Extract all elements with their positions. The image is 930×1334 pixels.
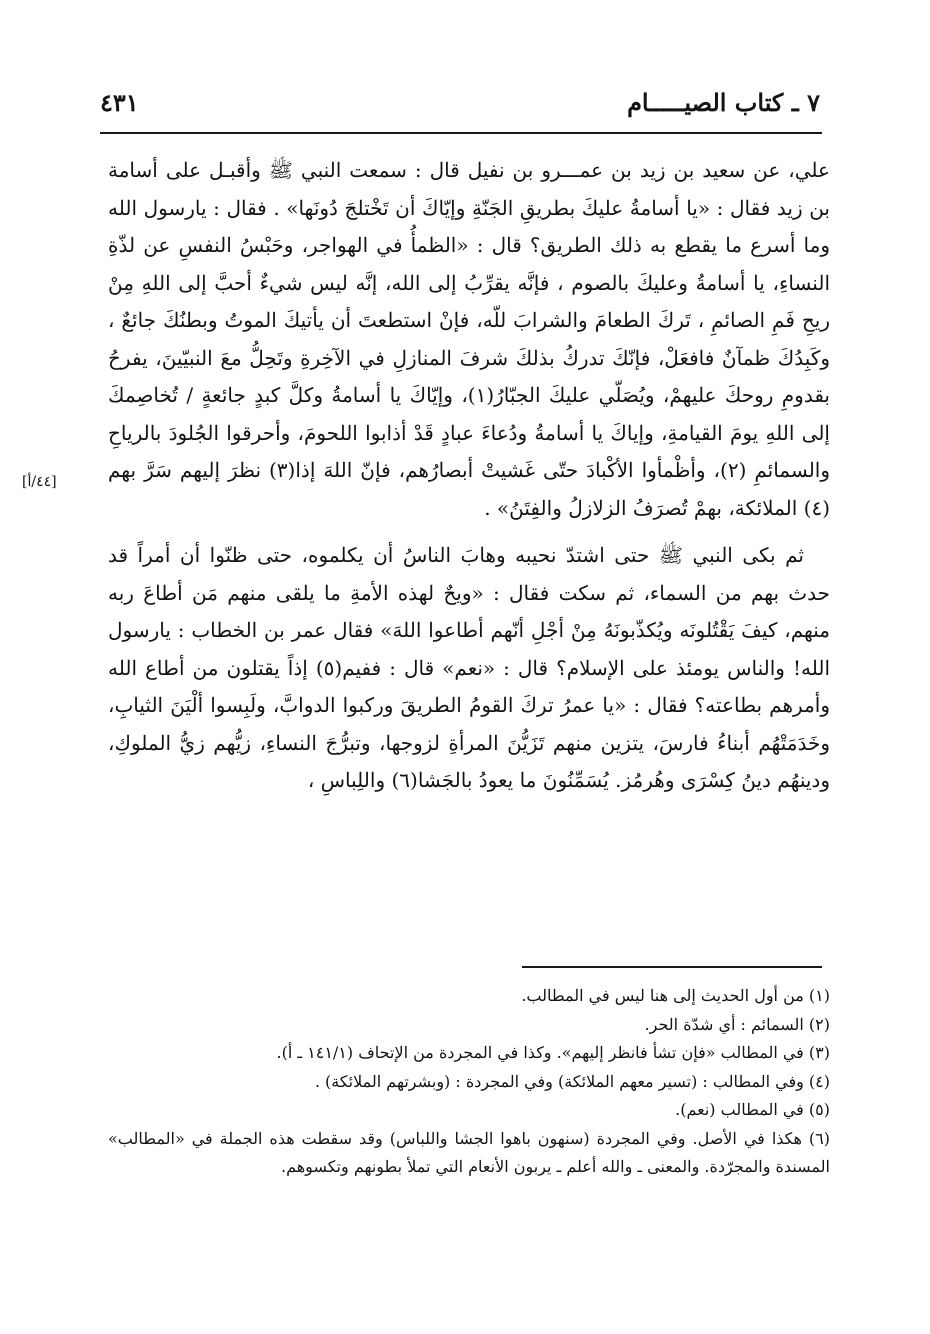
chapter-title: ٧ ـ كتاب الصيـــــام — [627, 88, 820, 117]
footnote-rule — [522, 966, 822, 968]
main-text — [108, 152, 830, 800]
footnote: (٣) في المطالب «فإن تشأ فانظر إليهم». وكذا في المجردة من الإتحاف (١٤١/١ ـ أ). — [276, 1043, 830, 1062]
footnotes — [108, 982, 830, 1182]
manuscript-folio-marker: [٤٤/أ] — [22, 474, 57, 490]
footnote: (٢) السمائم : أي شدّة الحر. — [644, 1014, 830, 1034]
header-rule — [100, 132, 822, 134]
running-header — [100, 88, 820, 124]
page-number: ٤٣١ — [100, 88, 139, 117]
body-paragraph: ثم بكى النبي ﷺ حتى اشتدّ نحيبه وهابَ الناسُ أن يكلموه، حتى ظنّوا أن أمراً قد حدث بهم من السماء، ثم سكت فقال : «ويحٌ لهذه الأمةِ ما يلقى منهم مَن أطاعَ ربه منهم، كيفَ يَقْتُلونَه ويُكذّبونَهُ مِنْ أجْلِ أنّهم أطاعوا اللهَ» فقال عمر بن الخطاب : يارسول الله! والناس يومئذ على الإسلام؟ قال : «نعم» قال : ففيم(٥) إذاً يقتلون من أطاع الله وأمرهم بطاعته؟ فقال : «يا عمرُ تركَ القومُ الطريقَ وركبوا الدوابَّ، ولَبِسوا ألْيَنَ الثيابِ، وخَدَمَتْهُم أبناءُ فارسَ، يتزين منهم تَزَيُّنَ المرأةِ لزوجها، وتبرُّجَ النساءِ، زيُّهم زيُّ الملوكِ، ودينهُم دينُ كِسْرَى وهُرمُز. يُسَمِّنُونَ ما يعودُ بالجَشا(٦) واللِباسِ ، — [108, 543, 830, 792]
footnote: (١) من أول الحديث إلى هنا ليس في المطالب. — [521, 986, 830, 1005]
footnote: (٥) في المطالب (نعم). — [675, 1100, 830, 1119]
footnote: (٦) هكذا في الأصل. وفي المجردة (سنهون باهوا الجشا واللباس) وقد سقطت هذه الجملة في «المطالب» المسندة والمجرّدة. والمعنى ـ والله أعلم ـ يربون الأنعام التي تملأ بطونهم وتكسوهم. — [108, 1128, 830, 1176]
body-paragraph: علي، عن سعيد بن زيد بن عمـــرو بن نفيل قال : سمعت النبي ﷺ وأقبـل على أسامة بن زيد فقال : «يا أسامةُ عليكَ بطريقِ الجَنّةِ وإيّاكَ أن تَخْتلجَ دُونَها» . فقال : يارسول الله وما أسرع ما يقطع به ذلك الطريق؟ قال : «الظمأُ في الهواجر، وحَبْسُ النفسِ عن لذّةِ النساءِ، يا أسامةُ وعليكَ بالصوم ، فإنَّه يقرِّبُ إلى الله، إنَّه ليس شيءٌ أحبَّ إلى اللهِ مِنْ ريحِ فَمِ الصائمِ ، تَركَ الطعامَ والشرابَ للّه، فإنْ استطعتَ أن يأتيكَ الموتُ وبطنُكَ جائعٌ ، وكَبِدُكَ ظمآنٌ فافعَلْ، فإنّكَ تدركُ بذلكَ شرفَ المنازلِ في الآخِرةِ وتَحِلُّ معَ النبيّينَ، يفرحُ بقدومِ روحكَ عليهمْ، ويُصَلّي عليكَ الجبّارُ(١)، وإيّاكَ يا أسامةُ وكلَّ كبدٍ جائعةٍ / تُخاصِمكَ إلى اللهِ يومَ القيامةِ، وإياكَ يا أسامةُ ودُعاءَ عبادٍ قَدْ أذابوا اللحومَ، وأحرقوا الجُلودَ بالرياحِ والسمائمِ (٢)، وأظْمأوا الأكْبادَ حتّى غَشيتْ أبصارُهم، فإنّ اللهَ إذا(٣) نظرَ إليهم سَرَّ بهم (٤) الملائكة، بهمْ تُصرَفُ الزلازلُ والفِتَنُ» . — [108, 158, 831, 520]
footnote: (٤) وفي المطالب : (تسير معهم الملائكة) وفي المجردة : (وبشرتهم الملائكة) . — [314, 1071, 830, 1091]
